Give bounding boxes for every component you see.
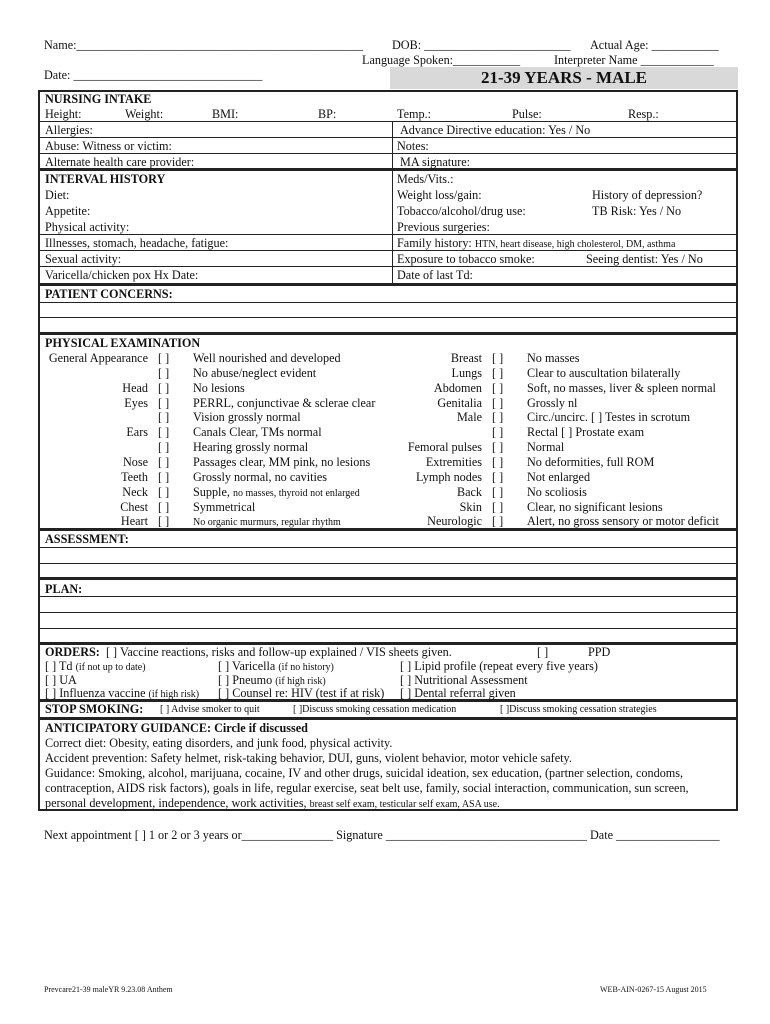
sexual-activity-field[interactable]: Sexual activity:	[45, 252, 122, 266]
abuse-field[interactable]: Abuse: Witness or victim:	[45, 139, 172, 153]
nursing-intake-heading: NURSING INTAKE	[45, 92, 152, 106]
form-code-right: WEB-AIN-0267-15 August 2015	[600, 985, 707, 994]
height-field[interactable]: Height:	[45, 107, 82, 121]
ma-signature-field[interactable]: MA signature:	[400, 155, 471, 169]
exposure-field[interactable]: Exposure to tobacco smoke:	[397, 252, 535, 266]
exam-left-checkbox[interactable]: [ ]	[158, 380, 170, 395]
assessment-heading[interactable]: ASSESSMENT:	[45, 532, 129, 546]
dental-checkbox[interactable]: [ ] Dental referral given	[400, 686, 516, 700]
exam-left-checkbox[interactable]: [ ]	[158, 454, 170, 469]
weight-loss-field[interactable]: Weight loss/gain:	[397, 188, 482, 202]
dentist-field[interactable]: Seeing dentist: Yes / No	[586, 252, 703, 266]
family-history-field[interactable]	[397, 236, 675, 251]
exam-left-checkbox[interactable]: [ ]	[158, 425, 170, 440]
family-history-items: HTN, heart disease, high cholesterol, DM, asthma	[474, 239, 676, 250]
exam-right-checkbox[interactable]: [ ]	[492, 351, 504, 365]
physical-activity-field[interactable]: Physical activity:	[45, 220, 130, 234]
orders-vaccine-row[interactable]	[45, 645, 452, 660]
exam-left-label: Eyes	[124, 395, 148, 410]
vaccine-checkbox[interactable]: [ ] Vaccine reactions, risks and follow-up explained / VIS sheets given.	[105, 645, 452, 659]
exam-left-label: Nose	[122, 454, 148, 469]
stop-smoking-heading: STOP SMOKING:	[45, 702, 144, 716]
pneumo-note: (if high risk)	[275, 676, 326, 687]
exam-finding-text: No abuse/neglect evident	[193, 365, 317, 380]
tb-risk-field[interactable]: TB Risk: Yes / No	[592, 204, 682, 218]
meds-field[interactable]: Meds/Vits.:	[397, 172, 454, 186]
exam-left-label: Head	[122, 380, 148, 395]
depression-field[interactable]: History of depression?	[592, 188, 703, 202]
varicella-note: (if no history)	[278, 662, 334, 673]
exam-left-finding	[193, 470, 327, 485]
exam-left-finding	[193, 514, 341, 529]
exam-right-label: Femoral pulses	[407, 440, 482, 455]
exam-right-finding: Clear to auscultation bilaterally	[527, 365, 681, 380]
divider	[40, 137, 736, 138]
exam-left-finding	[193, 366, 316, 381]
exam-right-finding: No scoliosis	[527, 484, 587, 499]
exam-right-checkbox[interactable]: [ ]	[492, 454, 504, 469]
guidance-general-1[interactable]: Guidance: Smoking, alcohol, marijuana, cocaine, IV and other drugs, suicidal ideation, sex education, (partner selection, condoms,	[45, 766, 684, 780]
guidance-general-3b: breast self exam, testicular self exam, ASA use.	[309, 799, 500, 810]
date-field[interactable]: Date: _______________________________	[44, 68, 263, 82]
exam-left-checkbox[interactable]: [ ]	[158, 395, 170, 410]
td-checkbox[interactable]	[45, 659, 146, 674]
exam-right-finding: Normal	[527, 440, 565, 455]
notes-field[interactable]: Notes:	[397, 139, 429, 153]
exam-right-finding: No masses	[527, 351, 580, 365]
divider	[40, 266, 736, 267]
exam-finding-text: Symmetrical	[193, 499, 256, 514]
exam-right-checkbox[interactable]: [ ]	[492, 425, 504, 440]
divider	[40, 563, 736, 564]
advise-quit-checkbox[interactable]: [ ] Advise smoker to quit	[160, 704, 260, 715]
exam-finding-text: Grossly normal, no cavities	[193, 469, 328, 484]
bmi-field[interactable]: BMI:	[212, 107, 239, 121]
assessment-box	[38, 529, 738, 579]
form-code-left: Prevcare21-39 maleYR 9.23.08 Anthem	[44, 985, 173, 994]
varicella-history-field[interactable]: Varicella/chicken pox Hx Date:	[45, 268, 199, 282]
exam-right-label: Abdomen	[433, 380, 482, 395]
exam-left-label: Teeth	[121, 469, 148, 484]
bp-field[interactable]: BP:	[318, 107, 337, 121]
resp-field[interactable]: Resp.:	[628, 107, 659, 121]
lipid-checkbox[interactable]: [ ] Lipid profile (repeat every five years)	[400, 659, 598, 673]
interval-history-heading: INTERVAL HISTORY	[45, 172, 166, 186]
exam-left-label: Chest	[120, 499, 148, 514]
ppd-label: PPD	[588, 645, 611, 659]
last-td-field[interactable]: Date of last Td:	[397, 268, 473, 282]
td-label: [ ] Td	[45, 659, 73, 673]
exam-finding-text: Canals Clear, TMs normal	[193, 425, 322, 440]
orders-heading: ORDERS:	[45, 645, 100, 659]
exam-left-checkbox[interactable]: [ ]	[158, 499, 170, 514]
divider	[40, 234, 736, 235]
appetite-field[interactable]: Appetite:	[45, 204, 91, 218]
exam-right-checkbox[interactable]: [ ]	[492, 365, 504, 380]
plan-box	[38, 578, 738, 644]
varicella-checkbox[interactable]	[218, 659, 334, 674]
exam-left-checkbox[interactable]: [ ]	[158, 514, 170, 529]
exam-right-label: Lungs	[451, 365, 482, 380]
divider	[40, 612, 736, 613]
exam-right-finding: Soft, no masses, liver & spleen normal	[527, 380, 716, 395]
divider	[392, 121, 393, 169]
exam-finding-text: No lesions	[193, 380, 245, 395]
exam-finding-text: PERRL, conjunctivae & sclerae clear	[193, 395, 376, 410]
divider	[40, 628, 736, 629]
flu-checkbox[interactable]	[45, 686, 199, 701]
divider	[40, 302, 736, 303]
exam-right-label: Lymph nodes	[415, 469, 482, 484]
exam-finding-text: Supple,	[193, 484, 230, 499]
form-title: 21-39 YEARS - MALE	[480, 68, 648, 87]
exam-right-finding: No deformities, full ROM	[527, 454, 655, 469]
guidance-accident[interactable]: Accident prevention: Safety helmet, risk-taking behavior, DUI, guns, violent behavior, motor vehicle safety.	[45, 751, 572, 765]
surgeries-field[interactable]: Previous surgeries:	[397, 220, 490, 234]
exam-right-checkbox[interactable]: [ ]	[492, 440, 504, 455]
name-field[interactable]: Name:_______________________________________________	[44, 38, 363, 52]
alt-provider-field[interactable]: Alternate health care provider:	[45, 155, 195, 169]
exam-right-checkbox[interactable]: [ ]	[492, 514, 504, 529]
weight-field[interactable]: Weight:	[125, 107, 164, 121]
exam-left-checkbox[interactable]: [ ]	[158, 365, 170, 380]
exam-right-checkbox[interactable]: [ ]	[492, 469, 504, 484]
exam-right-checkbox[interactable]: [ ]	[492, 380, 504, 395]
hiv-checkbox[interactable]: [ ] Counsel re: HIV (test if at risk)	[218, 686, 385, 700]
divider	[40, 547, 736, 548]
td-note: (if not up to date)	[75, 662, 146, 673]
dob-field[interactable]: DOB: ________________________	[392, 38, 571, 52]
exam-right-checkbox[interactable]: [ ]	[492, 499, 504, 514]
flu-note: (if high risk)	[148, 689, 200, 700]
next-appointment-row[interactable]: Next appointment [ ] 1 or 2 or 3 years or_______________ Signature _________________________________ Date _________________	[44, 828, 720, 842]
guidance-general-3a: personal development, independence, work activities,	[45, 796, 307, 810]
flu-label: [ ] Influenza vaccine	[45, 686, 146, 700]
cessation-medication-checkbox[interactable]: [ ]Discuss smoking cessation medication	[293, 704, 457, 715]
divider	[40, 596, 736, 597]
exam-right-finding: Alert, no gross sensory or motor deficit	[527, 514, 719, 529]
divider	[40, 153, 736, 154]
exam-finding-text: Hearing grossly normal	[193, 440, 309, 455]
allergies-field[interactable]: Allergies:	[45, 123, 93, 137]
ppd-checkbox[interactable]: [ ]	[537, 645, 549, 659]
exam-finding-text: Passages clear, MM pink, no lesions	[193, 454, 371, 469]
exam-left-label: Ears	[126, 425, 148, 440]
divider	[40, 121, 736, 122]
exam-left-finding	[193, 485, 360, 500]
plan-heading[interactable]: PLAN:	[45, 582, 83, 596]
diet-field[interactable]: Diet:	[45, 188, 70, 202]
pulse-field[interactable]: Pulse:	[512, 107, 542, 121]
family-history-label: Family history:	[397, 236, 472, 250]
exam-left-finding	[193, 410, 301, 425]
exam-finding-note: No organic murmurs, regular rhythm	[193, 517, 341, 529]
exam-left-checkbox[interactable]: [ ]	[158, 484, 170, 499]
exam-left-label: Heart	[120, 514, 148, 529]
exam-right-finding: Circ./uncirc. [ ] Testes in scrotum	[527, 410, 691, 425]
divider	[40, 317, 736, 318]
exam-right-checkbox[interactable]: [ ]	[492, 410, 504, 425]
exam-finding-note: no masses, thyroid not enlarged	[232, 487, 360, 499]
ua-checkbox[interactable]: [ ] UA	[45, 673, 77, 687]
interpreter-field[interactable]: Interpreter Name ____________	[554, 53, 714, 67]
advance-directive-field[interactable]: Advance Directive education: Yes / No	[400, 123, 591, 137]
cessation-strategies-checkbox[interactable]: [ ]Discuss smoking cessation strategies	[500, 704, 657, 715]
divider	[40, 250, 736, 251]
exam-right-label: Skin	[459, 499, 482, 514]
language-field[interactable]: Language Spoken:___________	[362, 53, 521, 67]
exam-right-finding: Clear, no significant lesions	[527, 499, 663, 514]
guidance-heading: ANTICIPATORY GUIDANCE: Circle if discussed	[45, 721, 308, 735]
exam-right-label: Breast	[450, 351, 482, 365]
exam-left-finding	[193, 440, 308, 455]
pneumo-label: [ ] Pneumo	[218, 673, 273, 687]
exam-left-finding	[193, 425, 322, 440]
exam-right-label: Genitalia	[437, 395, 482, 410]
exam-left-label: General Appearance	[48, 351, 148, 365]
exam-right-finding: Not enlarged	[527, 469, 591, 484]
patient-concerns-heading[interactable]: PATIENT CONCERNS:	[45, 287, 173, 301]
exam-left-finding	[193, 381, 245, 396]
tobacco-field[interactable]: Tobacco/alcohol/drug use:	[397, 204, 526, 218]
nutrition-checkbox[interactable]: [ ] Nutritional Assessment	[400, 673, 528, 687]
exam-left-checkbox[interactable]: [ ]	[158, 410, 170, 425]
exam-left-checkbox[interactable]: [ ]	[158, 440, 170, 455]
exam-right-finding: Grossly nl	[527, 395, 578, 410]
exam-right-label: Male	[456, 410, 482, 425]
varicella-label: [ ] Varicella	[218, 659, 276, 673]
temp-field[interactable]: Temp.:	[397, 107, 432, 121]
exam-right-finding: Rectal [ ] Prostate exam	[527, 425, 645, 440]
exam-left-finding	[193, 351, 341, 366]
exam-right-checkbox[interactable]: [ ]	[492, 484, 504, 499]
exam-left-checkbox[interactable]: [ ]	[158, 351, 170, 365]
exam-finding-text: Vision grossly normal	[193, 410, 301, 425]
exam-left-finding	[193, 396, 375, 411]
illnesses-field[interactable]: Illnesses, stomach, headache, fatigue:	[45, 236, 229, 250]
exam-right-label: Extremities	[425, 454, 482, 469]
age-field[interactable]: Actual Age: ___________	[590, 38, 719, 52]
exam-left-finding	[193, 455, 370, 470]
physical-exam-heading: PHYSICAL EXAMINATION	[45, 336, 201, 350]
exam-right-checkbox[interactable]: [ ]	[492, 395, 504, 410]
exam-left-finding	[193, 500, 255, 515]
guidance-general-3[interactable]	[45, 796, 500, 811]
guidance-diet[interactable]: Correct diet: Obesity, eating disorders, and junk food, physical activity.	[45, 736, 393, 750]
exam-left-label: Neck	[122, 484, 148, 499]
exam-right-label: Back	[456, 484, 482, 499]
exam-finding-text: Well nourished and developed	[193, 351, 341, 365]
exam-left-checkbox[interactable]: [ ]	[158, 469, 170, 484]
guidance-general-2[interactable]: contraception, AIDS risk factors), goals in life, regular exercise, seat belt use, family, social interaction, communication, sun screen,	[45, 781, 689, 795]
exam-right-label: Neurologic	[427, 514, 482, 529]
